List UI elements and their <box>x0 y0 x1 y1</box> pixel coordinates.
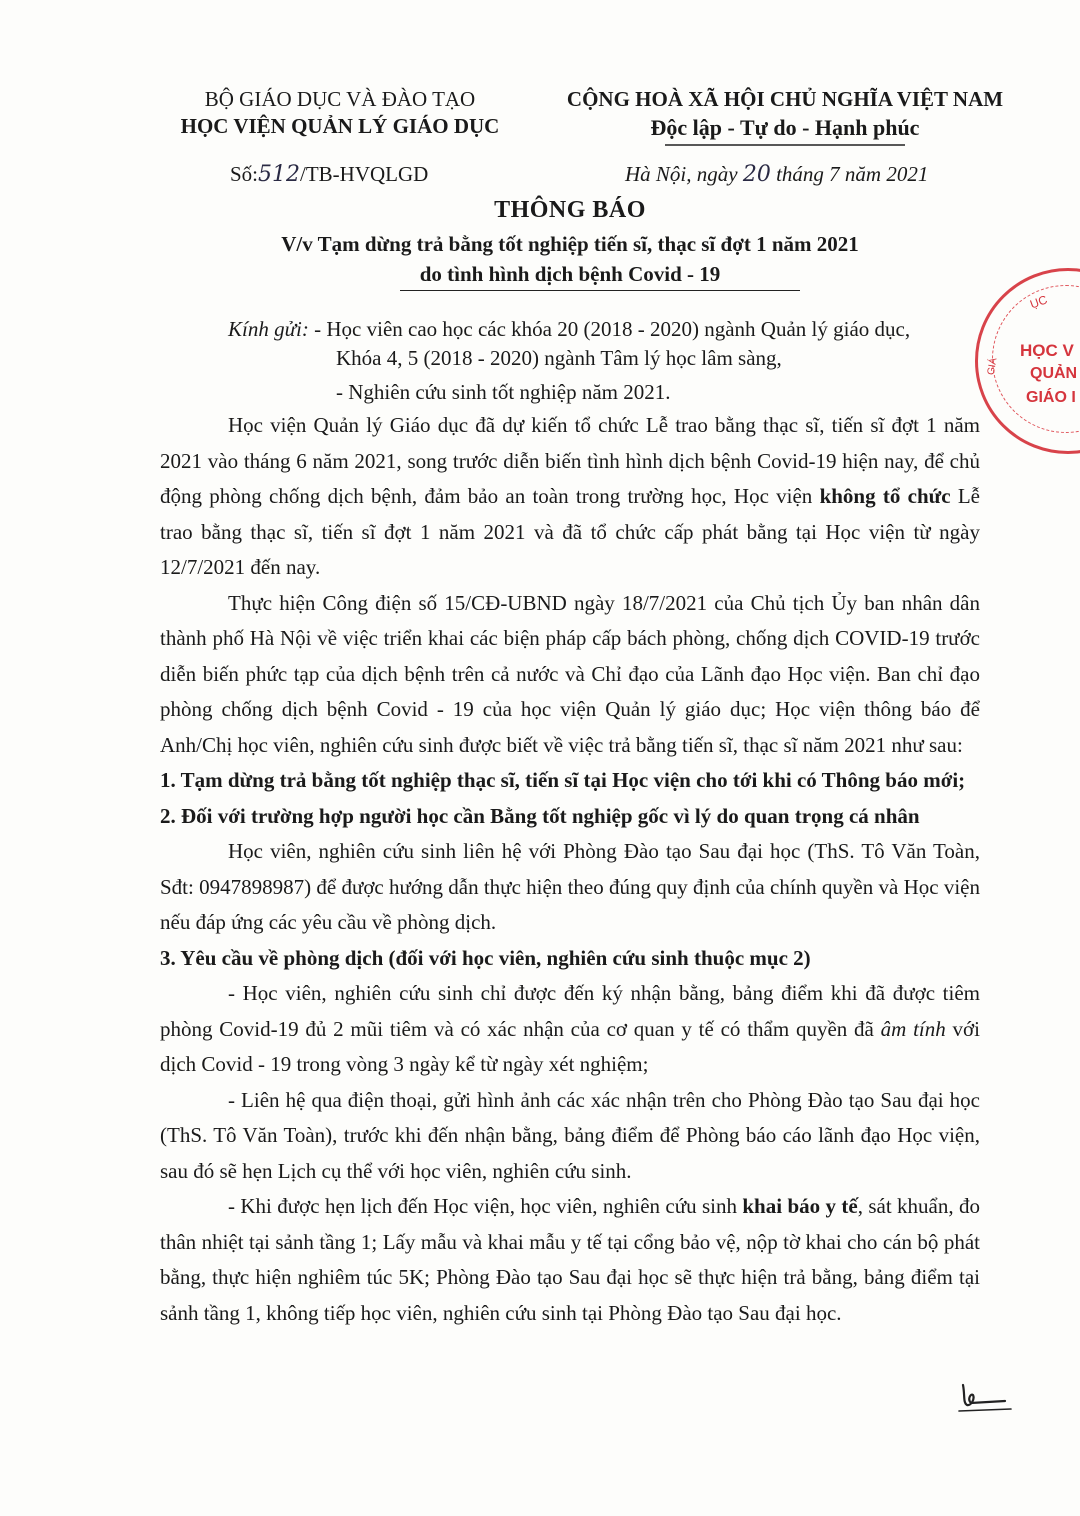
issue-date <box>625 162 928 187</box>
document-title: THÔNG BÁO <box>494 197 646 223</box>
document-subject <box>200 229 940 289</box>
doc-number-prefix: Số: <box>230 162 259 186</box>
issuer-header <box>150 86 530 140</box>
p1-text-a: Học viện Quản lý Giáo dục đã dự kiến tổ chức Lễ trao bằng thạc sĩ, tiến sĩ đợt 1 năm 2021 vào tháng 6 năm 2021, song trước diễn biến tình hình dịch bệnh Covid-19 hiện nay, để chủ động phòng chống dịch bệnh, đảm bảo an toàn trong trường học, Học viện <box>160 413 980 508</box>
section-heading-1: 1. Tạm dừng trả bằng tốt nghiệp thạc sĩ, tiến sĩ tại Học viện cho tới khi có Thông báo mới; <box>160 768 966 792</box>
national-header <box>535 86 1035 147</box>
date-month-year: tháng 7 năm 2021 <box>770 162 929 186</box>
p4-text-a: - Học viên, nghiên cứu sinh chỉ được đến ký nhận bằng, bảng điểm khi đã được tiêm phòng Covid-19 đủ 2 mũi tiêm và có xác nhận của cơ quan y tế có thẩm quyền đã <box>160 981 980 1041</box>
recipients-line-1 <box>228 313 910 346</box>
doc-number-suffix: /TB-HVQLGD <box>300 162 429 186</box>
seal-arc-top: ỤC <box>1028 292 1050 312</box>
motto-underline <box>665 143 905 147</box>
date-day-handwritten: 20 <box>742 162 771 187</box>
paragraph-3: Học viên, nghiên cứu sinh liên hệ với Phòng Đào tạo Sau đại học (ThS. Tô Văn Toàn, Sđt: 0947898987) để được hướng dẫn thực hiện theo đúng quy định của chính quyền và Học viện nếu đáp ứng các yêu cầu về phòng dịch. <box>160 839 980 934</box>
p1-bold: không tổ chức <box>819 484 951 508</box>
document-number <box>230 162 428 187</box>
recipient-1: - Học viên cao học các khóa 20 (2018 - 2020) ngành Quản lý giáo dục, <box>308 317 911 341</box>
subject-line-2: do tình hình dịch bệnh Covid - 19 <box>419 262 721 286</box>
subject-divider <box>400 290 800 291</box>
p4-italic: âm tính <box>880 1016 946 1041</box>
section-heading-2: 2. Đối với trường hợp người học cần Bằng tốt nghiệp gốc vì lý do quan trọng cá nhân <box>160 803 920 828</box>
paragraph-2: Thực hiện Công điện số 15/CĐ-UBND ngày 18/7/2021 của Chủ tịch Ủy ban nhân dân thành phố Hà Nội về việc triển khai các biện pháp cấp bách phòng, chống dịch COVID-19 trước diễn biến phức tạp của dịch bệnh trên cả nước và Chỉ đạo của Lãnh đạo Học viện. Ban chỉ đạo phòng chống dịch bệnh Covid - 19 của học viện Quản lý giáo dục; Học viện thông báo để Anh/Chị học viên, nghiên cứu sinh được biết về việc trả bằng tiến sĩ, thạc sĩ năm 2021 như sau: <box>160 590 980 757</box>
p6-bold: khai báo y tế <box>742 1194 858 1218</box>
seal-text-1: HỌC V <box>1020 341 1074 360</box>
recipients-label: Kính gửi: <box>228 317 309 341</box>
handwritten-initial-icon <box>955 1375 1015 1415</box>
document-body <box>160 408 980 1331</box>
doc-number-handwritten: 512 <box>258 162 301 187</box>
p4-text-b: với dịch Covid - 19 trong vòng 3 ngày kể từ ngày xét nghiệm; <box>160 1016 980 1076</box>
section-heading-3: 3. Yêu cầu về phòng dịch (đối với học viên, nghiên cứu sinh thuộc mục 2) <box>160 945 811 970</box>
national-motto: Độc lập - Tự do - Hạnh phúc <box>650 115 920 140</box>
p6-text-a: - Khi được hẹn lịch đến Học viện, học viên, nghiên cứu sinh <box>228 1194 743 1218</box>
seal-arc-left: GIÁ <box>985 357 1000 376</box>
recipient-3: - Nghiên cứu sinh tốt nghiệp năm 2021. <box>336 380 671 404</box>
recipient-2: Khóa 4, 5 (2018 - 2020) ngành Tâm lý học lâm sàng, <box>336 346 782 370</box>
institution-name: HỌC VIỆN QUẢN LÝ GIÁO DỤC <box>180 114 500 138</box>
paragraph-1 <box>160 408 980 586</box>
republic-name: CỘNG HOÀ XÃ HỘI CHỦ NGHĨA VIỆT NAM <box>566 87 1004 111</box>
paragraph-5: - Liên hệ qua điện thoại, gửi hình ảnh các xác nhận trên cho Phòng Đào tạo Sau đại học (ThS. Tô Văn Toàn), trước khi đến nhận bằng, bảng điểm để Phòng báo cáo lãnh đạo Học viện, sau đó sẽ hẹn Lịch cụ thể với học viên, nghiên cứu sinh. <box>160 1087 980 1183</box>
p6-text-b: , sát khuẩn, đo thân nhiệt tại sảnh tầng 1; Lấy mẫu và khai mẫu y tế tại cổng bảo vệ, nộp tờ khai cho cán bộ phát bằng, thực hiện nghiêm túc 5K; Phòng Đào tạo Sau đại học sẽ thực hiện trả bằng, bảng điểm tại sảnh tầng 1, không tiếp học viên, nghiên cứu sinh tại Phòng Đào tạo Sau đại học. <box>160 1194 981 1325</box>
paragraph-4 <box>160 976 980 1083</box>
date-place: Hà Nội, ngày <box>625 162 743 186</box>
p1-text-b: Lễ trao bằng thạc sĩ, tiến sĩ đợt 1 năm 2021 và đã tổ chức cấp phát bằng tại Học viện từ ngày 12/7/2021 đến nay. <box>160 484 980 579</box>
official-seal <box>975 268 1080 454</box>
seal-text-2: QUẢN <box>1030 365 1078 382</box>
seal-text-3: GIÁO I <box>1026 389 1076 406</box>
paragraph-6 <box>160 1189 980 1331</box>
subject-line-1: V/v Tạm dừng trả bằng tốt nghiệp tiến sĩ, thạc sĩ đợt 1 năm 2021 <box>281 232 859 256</box>
ministry-name: BỘ GIÁO DỤC VÀ ĐÀO TẠO <box>204 87 476 111</box>
